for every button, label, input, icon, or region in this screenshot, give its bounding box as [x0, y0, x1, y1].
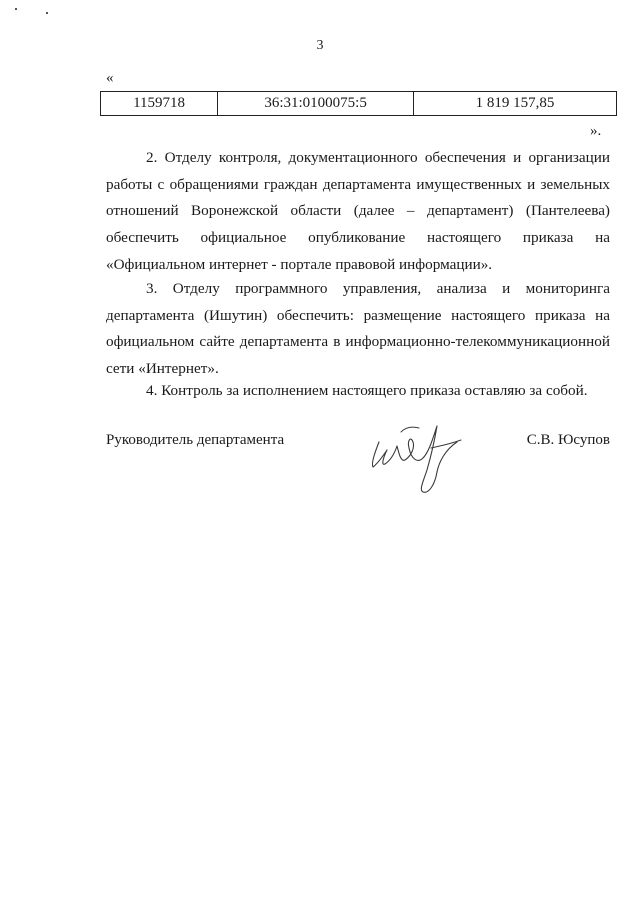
table-cell-cadastral-value: 1 819 157,85	[414, 92, 617, 116]
paragraph-4: 4. Контроль за исполнением настоящего приказа оставляю за собой.	[146, 382, 588, 399]
signatory-title: Руководитель департамента	[106, 432, 285, 448]
page-number: 3	[316, 38, 324, 53]
opening-quote: «	[106, 70, 114, 86]
closing-quote: ».	[590, 123, 602, 139]
table-cell-number: 1159718	[101, 92, 218, 116]
handwritten-signature	[361, 412, 471, 502]
scan-speck	[46, 12, 48, 14]
scan-speck	[15, 8, 17, 10]
paragraph-2: 2. Отделу контроля, документационного обеспечения и организации работы с обращениями граждан департамента имущественных и земельных отношений Воронежской области (далее – департамент) (Пантелеева) обеспечить официальное опубликование настоящего приказа на «Официальном интернет - портале правовой информации».	[106, 149, 610, 273]
table-row	[101, 92, 617, 116]
signature-block	[106, 432, 610, 512]
table-cell-cadastral-number: 36:31:0100075:5	[218, 92, 414, 116]
paragraph-3: 3. Отделу программного управления, анализа и мониторинга департамента (Ишутин) обеспечить: размещение настоящего приказа на официальном сайте департамента в информационно-телекоммуникационной сети «Интернет».	[106, 280, 610, 378]
cadastral-value-table	[100, 91, 617, 116]
signatory-name: С.В. Юсупов	[526, 432, 610, 448]
